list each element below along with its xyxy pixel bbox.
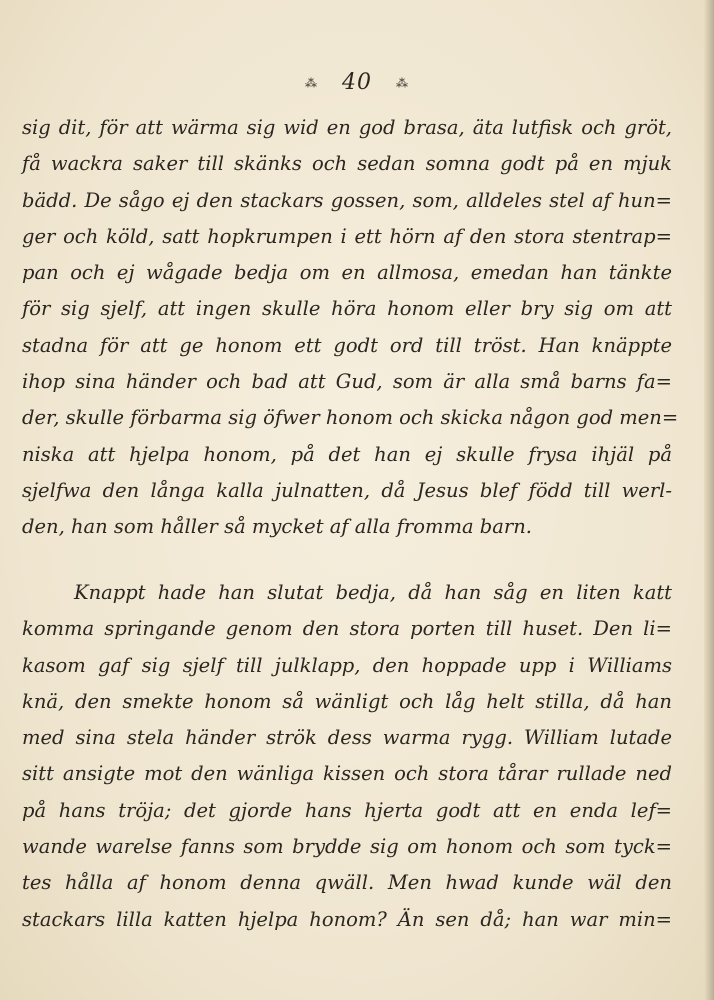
text-line: få wackra saker till skänks och sedan somna godt på en mjuk [22, 152, 672, 176]
text-line: stackars lilla katten hjelpa honom? Än sen då; han war min= [22, 907, 672, 931]
text-line: ihop sina händer och bad att Gud, som är alla små barns fa= [22, 370, 672, 394]
text-line: pan och ej wågade bedja om en allmosa, emedan han tänkte [22, 261, 672, 285]
page-number: 40 [342, 70, 372, 95]
text-line: stadna för att ge honom ett godt ord till tröst. Han knäppte [22, 333, 672, 357]
text-line: sjelfwa den långa kalla julnatten, då Jesus blef född till werl- [22, 478, 672, 502]
text-line-last: den, han som håller så mycket af alla fromma barn. [22, 515, 532, 539]
text-line: kasom gaf sig sjelf till julklapp, den hoppade upp i Williams [22, 653, 672, 677]
text-line: för sig sjelf, att ingen skulle höra honom eller bry sig om att [22, 297, 672, 321]
paragraph-1 [22, 110, 679, 546]
text-line: med sina stela händer strök dess warma rygg. William lutade [22, 726, 672, 750]
page-header [0, 70, 714, 95]
text-line: niska att hjelpa honom, på det han ej skulle frysa ihjäl på [22, 442, 672, 466]
ornament-left: ⁂ [305, 76, 318, 90]
text-line: knä, den smekte honom så wänligt och låg helt stilla, då han [22, 689, 672, 713]
text-line: ger och köld, satt hopkrumpen i ett hörn af den stora stentrap= [22, 224, 672, 248]
text-line: på hans tröja; det gjorde hans hjerta godt att en enda lef= [22, 798, 672, 822]
text-line: sitt ansigte mot den wänliga kissen och stora tårar rullade ned [22, 762, 672, 786]
text-line: Knappt hade han slutat bedja, då han såg en liten katt [74, 581, 672, 604]
ornament-right: ⁂ [396, 76, 409, 90]
text-line: tes hålla af honom denna qwäll. Men hwad kunde wäl den [22, 871, 672, 895]
page-edge [704, 0, 714, 1000]
text-line: wande warelse fanns som brydde sig om honom och som tyck= [22, 835, 672, 859]
text-line: bädd. De sågo ej den stackars gossen, som, alldeles stel af hun= [22, 188, 672, 212]
paragraph-2 [22, 575, 672, 938]
text-line: sig dit, för att wärma sig wid en god brasa, äta lutfisk och gröt, [22, 116, 672, 139]
text-line: der, skulle förbarma sig öfwer honom och skicka någon god men= [22, 406, 679, 430]
text-line: komma springande genom den stora porten till huset. Den li= [22, 617, 672, 641]
